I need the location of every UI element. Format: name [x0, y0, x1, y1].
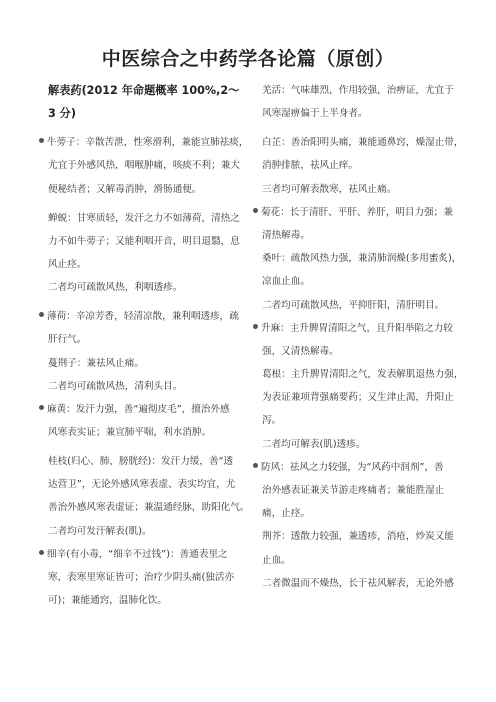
bullet-entry-line: 细辛(有小毒，“细辛不过钱”)：善通表里之: [39, 548, 253, 561]
right-text-line: 强，又清热解毒。: [262, 345, 339, 357]
left-text-line: 二者均可疏散风热，利咽透疹。: [48, 282, 183, 294]
left-text-line: 蔓荆子：兼祛风止痛。: [48, 357, 144, 369]
left-text-line: 肝行气。: [48, 334, 87, 346]
bullet-entry-line: 薄荷：辛凉芳香，轻清凉散，兼利咽透疹，疏: [39, 310, 253, 323]
bullet-entry-line: 麻黄：发汗力强，善“遍彻皮毛”，擅治外感: [39, 403, 253, 416]
left-text-line: 二者均可疏散风热，清利头目。: [48, 380, 183, 392]
right-text-line: 二者微温而不燥热，长于祛风解表，无论外感: [262, 577, 454, 589]
left-text-line: 蝉蜕：甘寒质轻，发汗之力不如薄荷，清热之: [48, 212, 240, 224]
right-column: [262, 84, 468, 600]
bullet-entry-line: 升麻：主升脾胃清阳之气，且升阳举陷之力较: [253, 322, 468, 335]
left-text-line: 达营卫”，无论外感风寒表虚、表实均宜，尤: [48, 479, 236, 491]
left-text-line: 便秘结者；又解毒消肿，滑肠通便。: [48, 183, 202, 195]
left-text-line: 尤宜于外感风热，咽喉肿痛，咳痰不利；兼大: [48, 160, 240, 172]
bullet-entry-line: 防风：祛风之力较强，为“风药中润剂”，善: [253, 461, 468, 474]
right-text-line: 二者均可解表(肌)透疹。: [262, 438, 366, 450]
right-text-line: 凉血止血。: [262, 276, 310, 288]
section-heading: 解表药(2012 年命题概率 100%,2～: [48, 84, 240, 97]
right-text-line: 泻。: [262, 415, 282, 427]
right-text-line: 荆芥：透散力较强，兼透疹，消疮，炒炭又能: [262, 531, 454, 543]
right-text-line: 风寒湿痹偏于上半身者。: [262, 108, 368, 120]
bullet-entry-line: 牛蒡子：辛散苦泄，性寒滑利，兼能宣肺祛痰，: [39, 136, 253, 149]
left-text-line: 桂枝(归心、肺、膀胱经)：发汗力缓，善“透: [48, 456, 234, 468]
left-text-line: 可)；兼能通窍，温肺化饮。: [48, 595, 167, 607]
right-text-line: 为表证兼项背强痛要药；又生津止渴，升阳止: [262, 392, 454, 404]
left-text-line: 风寒表实证；兼宣肺平喘，利水消肿。: [48, 427, 212, 439]
right-text-line: 羌活：气味雄烈，作用较强，治痹证，尤宜于: [262, 85, 454, 96]
right-text-line: 三者均可解表散寒，祛风止痛。: [262, 183, 397, 195]
right-text-line: 葛根：主升脾胃清阳之气，发表解肌退热力强，: [262, 369, 464, 381]
left-text-line: 二者均可发汗解表(肌)。: [48, 525, 152, 537]
right-text-line: 白芷：善治阳明头痛，兼能通鼻窍，燥湿止带，: [262, 137, 464, 149]
right-text-line: 痛，止痉。: [262, 508, 310, 520]
right-text-line: 消肿排脓，祛风止痒。: [262, 160, 358, 172]
left-text-line: 力不如牛蒡子；又能利咽开音，明目退翳，息: [48, 235, 240, 247]
right-text-line: 桑叶：疏散风热力强，兼清肺润燥(多用蜜炙)，: [262, 253, 462, 265]
left-text-line: 风止痉。: [48, 258, 87, 270]
left-text-line: 寒，表寒里寒证皆可；治疗少阴头痛(独活亦: [48, 572, 235, 583]
right-text-line: 二者均可疏散风热，平抑肝阳，清肝明目。: [262, 299, 445, 311]
section-heading: 3 分): [48, 107, 76, 121]
page-title: 中医综合之中药学各论篇（原创）: [101, 48, 395, 70]
right-text-line: 清热解毒。: [262, 229, 310, 241]
left-text-line: 善治外感风寒表虚证；兼温通经脉，助阳化气。: [48, 502, 250, 514]
right-text-line: 治外感表证兼关节游走疼痛者；兼能胜湿止: [262, 485, 445, 496]
right-text-line: 止血。: [262, 554, 291, 566]
bullet-entry-line: 菊花：长于清肝、平肝、养肝，明目力强；兼: [253, 206, 468, 219]
left-column: [48, 84, 253, 617]
